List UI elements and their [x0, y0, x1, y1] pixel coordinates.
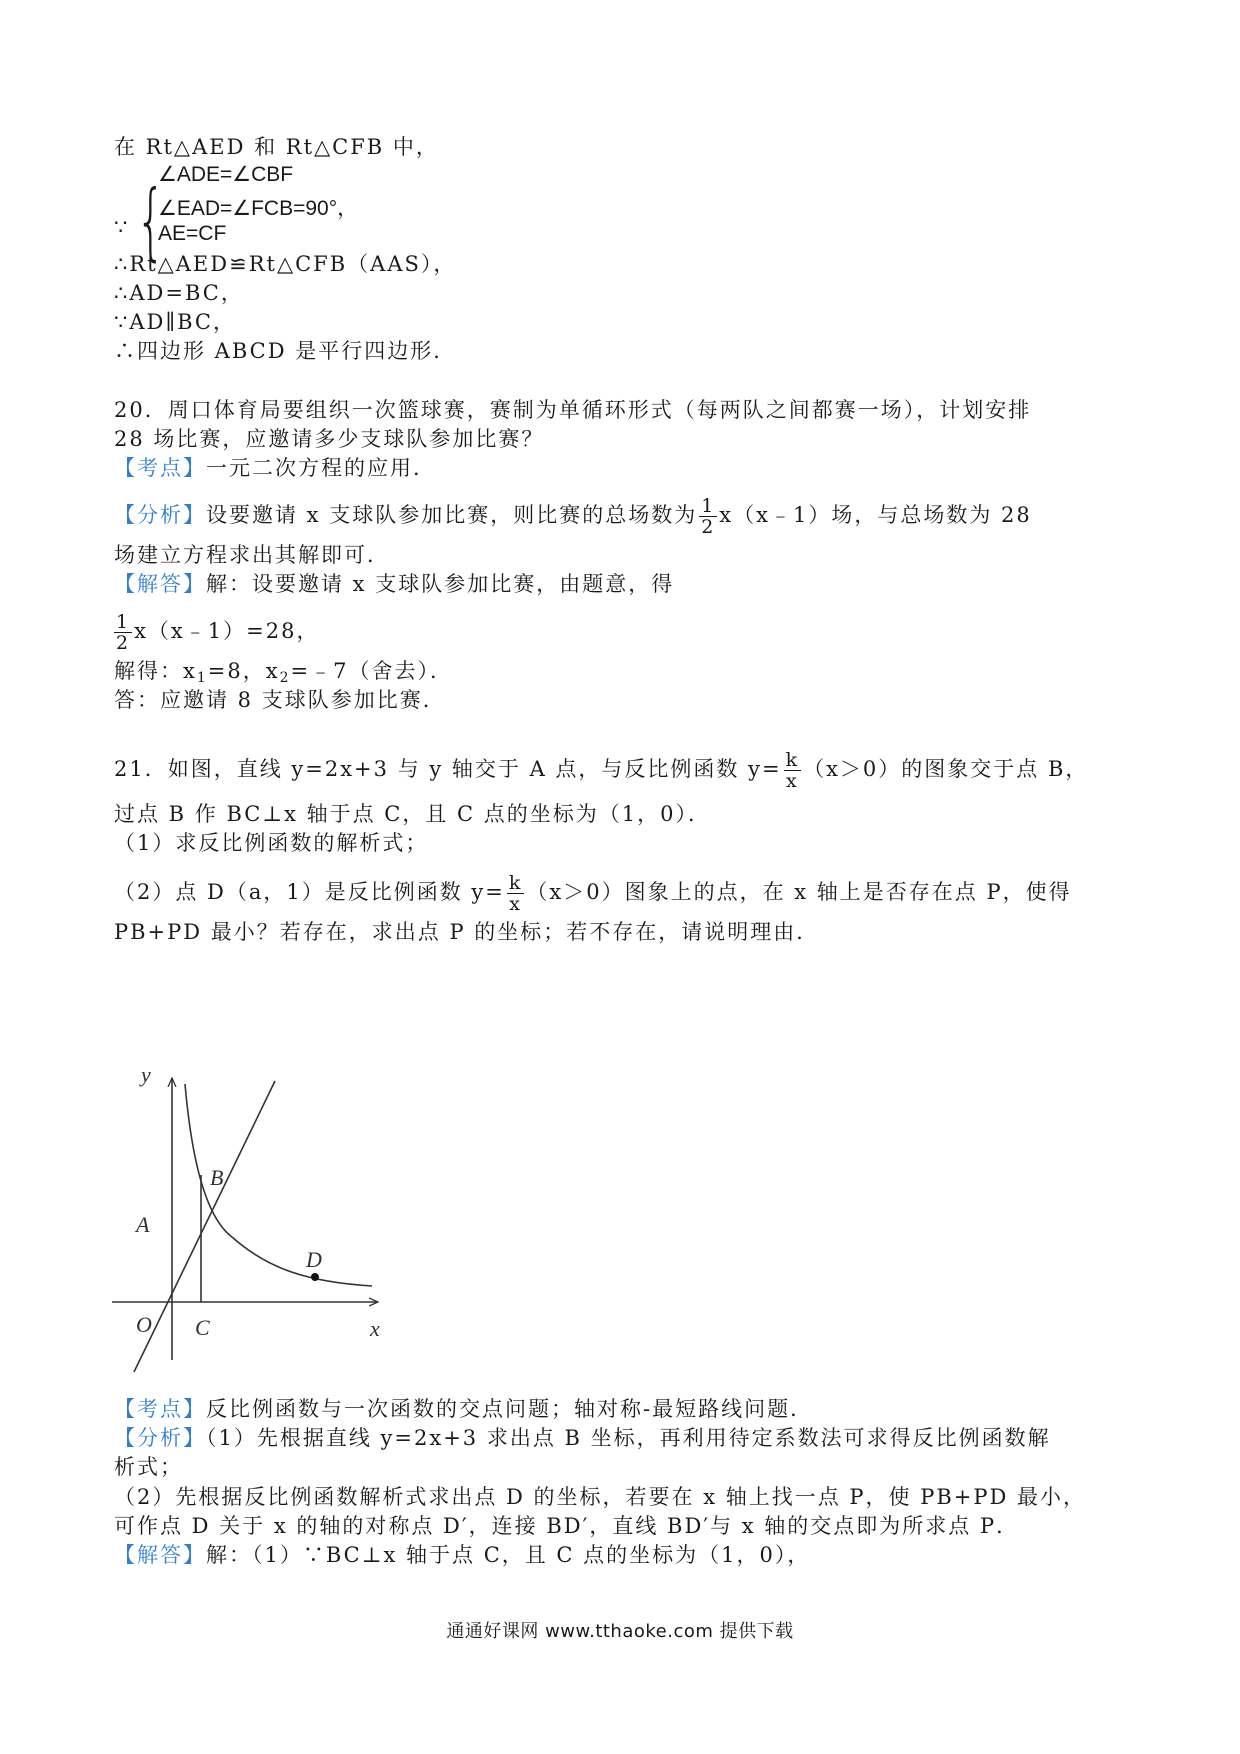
subscript: 1	[196, 670, 208, 686]
solution-text: =﹣7（舍去）．	[290, 659, 453, 683]
system-eq-2: ∠EAD=∠FCB=90°，	[158, 197, 359, 220]
q21-text: （x＞0）的图象交于点 B，	[803, 757, 1089, 781]
system-eq-1: ∠ADE=∠CBF	[158, 163, 294, 186]
point-a-label: A	[136, 1212, 150, 1237]
solution-text: =8，x	[207, 659, 280, 683]
text-line: 在 Rt△AED 和 Rt△CFB 中，	[114, 135, 439, 159]
fraction-half	[114, 612, 132, 653]
fraction-half	[699, 496, 717, 537]
equation-text: x（x﹣1）=28，	[134, 619, 320, 643]
q20-equation	[114, 612, 319, 653]
text-line: ∴Rt△AED≌Rt△CFB（AAS），	[114, 252, 457, 276]
q20-jieda	[114, 570, 674, 598]
point-d-label: D	[306, 1247, 322, 1272]
text-line: ∴AD=BC，	[114, 281, 244, 305]
frac-denominator: 2	[116, 632, 131, 654]
because-symbol: ∵	[114, 215, 128, 239]
frac-denominator: x	[509, 893, 522, 915]
frac-numerator: k	[508, 872, 523, 894]
system-eq-3: AE=CF	[158, 222, 227, 245]
question-21-line3: （1）求反比例函数的解析式；	[114, 831, 429, 855]
fenxi-tag: 【分析】	[114, 503, 206, 527]
frac-numerator: 1	[116, 611, 131, 633]
frac-numerator: 1	[701, 495, 716, 517]
subscript: 2	[279, 670, 291, 686]
kaodian-text: 一元二次方程的应用．	[206, 456, 436, 480]
frac-denominator: 2	[701, 516, 716, 538]
jieda-text: 解：设要邀请 x 支球队参加比赛，由题意，得	[206, 572, 675, 596]
jieda-tag: 【解答】	[114, 572, 206, 596]
text-line: ∴四边形 ABCD 是平行四边形．	[114, 339, 457, 363]
fenxi-tag: 【分析】	[114, 1426, 206, 1450]
question-20-line2: 28 场比赛，应邀请多少支球队参加比赛？	[114, 427, 545, 451]
q21-text: 21．如图，直线 y=2x+3 与 y 轴交于 A 点，与反比例函数 y=	[114, 757, 782, 781]
point-c-label: C	[195, 1315, 210, 1340]
q20-answer: 答：应邀请 8 支球队参加比赛．	[114, 688, 446, 712]
solution-text: 解得：x	[114, 659, 197, 683]
q21-text: （x＞0）图象上的点，在 x 轴上是否存在点 P，使得	[526, 880, 1072, 904]
x-axis-label: x	[370, 1316, 380, 1341]
question-21-line4	[114, 873, 1072, 914]
point-d-marker	[311, 1273, 319, 1281]
q20-fenxi	[114, 496, 1032, 537]
jieda-text: 解：（1）∵BC⊥x 轴于点 C，且 C 点的坐标为（1，0），	[206, 1543, 811, 1567]
kaodian-text: 反比例函数与一次函数的交点问题；轴对称-最短路线问题．	[206, 1397, 814, 1421]
frac-denominator: x	[785, 770, 799, 792]
frac-numerator: k	[785, 749, 800, 771]
q20-kaodian	[114, 454, 436, 482]
q21-fenxi	[114, 1424, 1051, 1452]
point-b-label: B	[210, 1165, 224, 1190]
question-20-line1: 20．周口体育局要组织一次篮球赛，赛制为单循环形式（每两队之间都赛一场），计划安排	[114, 398, 1032, 422]
left-brace: {	[136, 172, 166, 270]
jieda-tag: 【解答】	[114, 1543, 206, 1567]
fenxi-text: 设要邀请 x 支球队参加比赛，则比赛的总场数为	[206, 503, 698, 527]
kaodian-tag: 【考点】	[114, 456, 206, 480]
q20-fenxi-line2: 场建立方程求出其解即可．	[114, 543, 390, 567]
fraction-k-over-x	[784, 750, 802, 791]
y-axis-label: y	[141, 1062, 151, 1087]
text-line: ∵AD∥BC，	[114, 310, 236, 334]
q21-text: （2）点 D（a，1）是反比例函数 y=	[114, 880, 505, 904]
q21-fenxi-line3: （2）先根据反比例函数解析式求出点 D 的坐标，若要在 x 轴上找一点 P，使 PB+PD 最小，	[114, 1485, 1087, 1509]
page-footer: 通通好课网 www.tthaoke.com 提供下载	[446, 1621, 794, 1642]
question-21-line1	[114, 750, 1088, 791]
q21-jieda	[114, 1541, 810, 1569]
q21-fenxi-line4: 可作点 D 关于 x 的轴的对称点 D′，连接 BD′，直线 BD′与 x 轴的交点即为所求点 P．	[114, 1514, 1020, 1538]
fenxi-text: x（x﹣1）场，与总场数为 28	[719, 503, 1032, 527]
fraction-k-over-x	[507, 873, 525, 914]
question-21-line2: 过点 B 作 BC⊥x 轴于点 C，且 C 点的坐标为（1，0）．	[114, 802, 711, 826]
function-graph	[108, 1060, 388, 1375]
q21-fenxi-line2: 析式；	[114, 1455, 183, 1479]
q21-kaodian	[114, 1395, 813, 1423]
fenxi-text: （1）先根据直线 y=2x+3 求出点 B 坐标，再利用待定系数法可求得反比例函数解	[206, 1426, 1051, 1450]
origin-label: O	[136, 1312, 152, 1337]
question-21-line5: PB+PD 最小？若存在，求出点 P 的坐标；若不存在，请说明理由．	[114, 920, 820, 944]
kaodian-tag: 【考点】	[114, 1397, 206, 1421]
